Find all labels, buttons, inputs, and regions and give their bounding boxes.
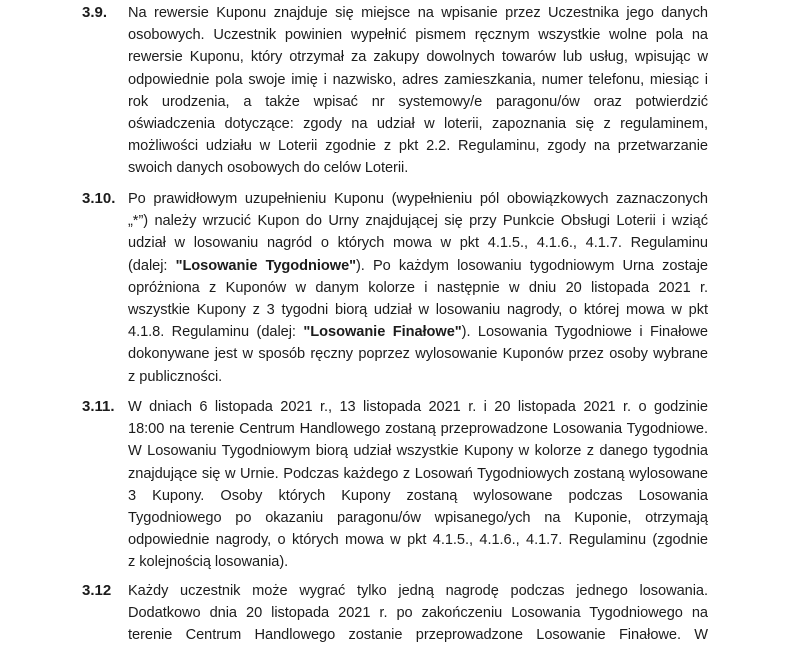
text-line: 4.1.8. Regulaminu (dalej: "Losowanie Finałowe"). Losowania Tygodniowe i Finałowe xyxy=(128,324,708,341)
section-text xyxy=(128,188,708,388)
text-line: odpowiednie nagrody, o których mowa w pkt 4.1.5., 4.1.6., 4.1.7. Regulaminu (zgodnie xyxy=(128,532,708,549)
text-line: dokonywane jest w sposób ręczny poprzez wylosowanie Kuponów przez osoby wybrane xyxy=(128,346,708,363)
text-line: swoich danych osobowych do celów Loterii. xyxy=(128,160,409,177)
text-line: z kolejnością losowania). xyxy=(128,554,289,571)
text-line: 3 Kupony. Osoby których Kupony zostaną wylosowane podczas Losowania xyxy=(128,487,708,504)
text-line: Dodatkowo dnia 20 listopada 2021 r. po zakończeniu Losowania Tygodniowego na xyxy=(128,605,708,622)
text-line: wszystkie Kupony z 3 tygodni biorą udział w losowaniu nagrody, o której mowa w pkt xyxy=(128,301,708,318)
text-line: W Losowaniu Tygodniowym biorą udział wszystkie Kupony w kolorze z danego tygodnia xyxy=(128,443,708,460)
text-line: z publiczności. xyxy=(128,368,223,385)
text-line: udział w losowaniu nagród o których mowa w pkt 4.1.5., 4.1.6., 4.1.7. Regulaminu xyxy=(128,235,708,252)
text-line: osobowych. Uczestnik powinien wypełnić pismem ręcznym wszystkie wolne pola na xyxy=(128,27,708,44)
text-line: możliwości udziału w Loterii zgodnie z pkt 2.2. Regulaminu, zgody na przetwarzanie xyxy=(128,138,708,155)
text-line: rewersie Kuponu, który otrzymał za zakupy dowolnych towarów lub usług, wpisując w xyxy=(128,49,708,66)
text-line: W dniach 6 listopada 2021 r., 13 listopada 2021 r. i 20 listopada 2021 r. o godzinie xyxy=(128,399,708,415)
text-line: (dalej: "Losowanie Tygodniowe"). Po każdym losowaniu tygodniowym Urna zostaje xyxy=(128,257,708,274)
text-line: Tygodniowego po okazaniu paragonu/ów wpisanego/ych na Kuponie, otrzymają xyxy=(128,509,708,526)
text-line: odpowiednie pola swoje imię i nazwisko, adres zamieszkania, numer telefonu, miesiąc i xyxy=(128,71,708,88)
section-number: 3.12 xyxy=(82,582,112,599)
text-line: 18:00 na terenie Centrum Handlowego zostaną przeprowadzone Losowania Tygodniowe. xyxy=(128,421,708,438)
text-line: znajdujące się w Urnie. Podczas każdego z Losowań Tygodniowych zostaną wylosowane xyxy=(128,465,708,482)
section-text xyxy=(128,2,708,180)
text-line: opróżniona z Kuponów w danym kolorze i następnie w dniu 20 listopada 2021 r. xyxy=(128,279,708,296)
text-line: rok urodzenia, a także wpisać nr systemowy/e paragonu/ów oraz potwierdzić xyxy=(128,93,708,110)
text-line: „*”) należy wrzucić Kupon do Urny znajdującej się przy Punkcie Obsługi Loterii i wziąć xyxy=(128,213,708,230)
text-line: Każdy uczestnik może wygrać tylko jedną nagrodę podczas jednego losowania. xyxy=(128,583,708,599)
section-number: 3.9. xyxy=(82,4,108,21)
text-line: Na rewersie Kuponu znajduje się miejsce na wpisanie przez Uczestnika jego danych xyxy=(128,5,708,21)
section-text xyxy=(128,396,708,574)
section-number: 3.10. xyxy=(82,190,116,207)
section-number: 3.11. xyxy=(82,398,115,415)
text-line: oświadczenia dotyczące: zgody na udział w loterii, zapoznania się z regulaminem, xyxy=(128,115,708,132)
text-line: terenie Centrum Handlowego zostanie przeprowadzone Losowanie Finałowe. W xyxy=(128,627,708,644)
text-line: Po prawidłowym uzupełnieniu Kuponu (wypełnieniu pól obowiązkowych zaznaczonych xyxy=(128,191,708,207)
